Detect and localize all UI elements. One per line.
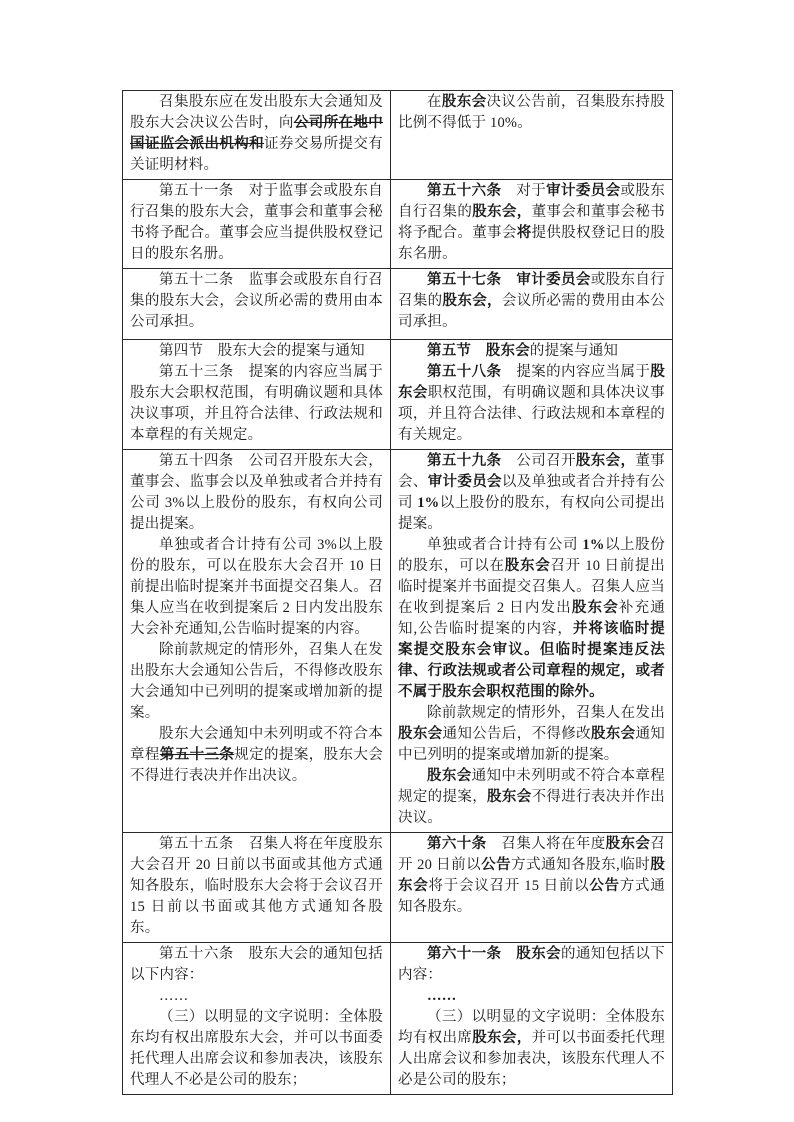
emphasis-text-segment: 股东会 [605, 836, 651, 852]
text-segment: 方式通知各股东。 [398, 878, 665, 915]
table-cell-right-3 [391, 340, 673, 450]
emphasis-text-segment: 股东会 [504, 558, 551, 574]
text-segment: 提案的内容应当属于 [501, 364, 651, 380]
table-cell-left-0 [123, 91, 391, 180]
comparison-table-body [123, 91, 673, 1095]
text-segment: 的提案与通知 [529, 343, 619, 359]
table-cell-left-3 [123, 340, 391, 450]
text-segment: 对于 [501, 183, 547, 199]
paragraph [130, 724, 383, 787]
text-segment: 决议公告前，召集股东持股比例不得低于 10%。 [398, 94, 665, 131]
emphasis-text-segment: 公告 [589, 878, 620, 894]
deleted-text-segment: 公司所在地中国证监会派出机构和 [130, 115, 383, 152]
text-segment: 通知公告后，不得修改 [442, 726, 591, 742]
table-row [123, 180, 673, 269]
text-segment: 召集股东应在发出股东大会通知及股东大会决议公告时，向 [130, 94, 383, 131]
paragraph [130, 92, 383, 176]
emphasis-text-segment: 1% [582, 537, 605, 553]
paragraph [130, 640, 383, 724]
paragraph [398, 362, 665, 446]
text-segment: 以上股份的股东，有权向公司提出提案。 [398, 495, 666, 532]
emphasis-text-segment: 第五十六条 [427, 183, 502, 199]
text-segment: 第五十六条 股东大会的通知包括以下内容： [130, 946, 383, 983]
text-segment: 召开 20 日前以 [398, 836, 665, 873]
emphasis-text-segment: …… [427, 988, 457, 1004]
emphasis-text-segment: 第五十九条 [427, 453, 502, 469]
emphasis-text-segment: 股东会， [442, 293, 502, 309]
paragraph [130, 535, 383, 640]
text-segment: 第五十四条 公司召开股东大会，董事会、监事会以及单独或者合并持有公司 3%以上股份的股东，有权向公司提出提案。 [130, 453, 383, 532]
paragraph [398, 766, 665, 829]
paragraph [398, 341, 665, 362]
text-segment: 召开 10 日前提出临时提案并书面提交召集人。召集人应当在收到提案后 2 日内发出 [398, 558, 665, 616]
text-segment: （三）以明显的文字说明：全体股东均有权出席股东大会，并可以书面委托代理人出席会议和参加表决，该股东代理人不必是公司的股东； [130, 1009, 383, 1088]
text-segment: 董事会和董事会秘书将予配合。董事会 [398, 204, 665, 241]
paragraph [398, 986, 665, 1007]
table-cell-left-1 [123, 180, 391, 269]
table-cell-right-2 [391, 269, 673, 340]
paragraph [398, 535, 665, 703]
text-segment: 并可以书面委托代理人出席会议和参加表决，该股东代理人不必是公司的股东； [398, 1030, 665, 1088]
text-segment: 召集人将在年度 [486, 836, 606, 852]
text-segment: 单独或者合计持有公司 [427, 537, 583, 553]
table-row [123, 91, 673, 180]
emphasis-text-segment: 股东会 [441, 94, 487, 110]
text-segment: 提供股权登记日的股东名册。 [398, 225, 665, 262]
text-segment: 除前款规定的情形外，召集人在发出 [427, 705, 665, 721]
paragraph [398, 92, 665, 134]
table-row [123, 833, 673, 943]
table-cell-right-5 [391, 833, 673, 943]
text-segment: 证券交易所提交有关证明材料。 [130, 136, 383, 173]
text-segment: 第五十二条 监事会或股东自行召集的股东大会，会议所必需的费用由本公司承担。 [130, 272, 383, 330]
paragraph [398, 181, 665, 265]
text-segment: 第五十一条 对于监事会或股东自行召集的股东大会，董事会和董事会秘书将予配合。董事会应当提供股权登记日的股东名册。 [130, 183, 383, 262]
text-segment: 或股东自行召集的 [398, 272, 665, 309]
text-segment: 将于会议召开 15 日前以 [428, 878, 590, 894]
paragraph [398, 703, 665, 766]
emphasis-text-segment: 1% [417, 495, 440, 511]
paragraph [398, 451, 665, 535]
emphasis-text-segment: 审计委员会 [427, 474, 502, 490]
table-cell-left-4 [123, 450, 391, 833]
text-segment: 以及单独或者合并持有公司 [398, 474, 665, 511]
text-segment: 职权范围，有明确议题和具体决议事项，并且符合法律、行政法规和本章程的有关规定。 [398, 385, 665, 443]
emphasis-text-segment: 股东会 [487, 789, 532, 805]
paragraph [130, 986, 383, 1007]
emphasis-text-segment: 并将该临时提案提交股东会审议。但临时提案违反法律、行政法规或者公司章程的规定，或者不属于股东会职权范围的除外。 [398, 621, 665, 700]
paragraph [130, 362, 383, 446]
paragraph [130, 1007, 383, 1091]
text-segment: 规定的提案，股东大会不得进行表决并作出决议。 [130, 747, 384, 784]
paragraph [398, 1007, 665, 1091]
text-segment: 补充通知,公告临时提案的内容， [398, 600, 665, 637]
paragraph [130, 270, 383, 333]
paragraph [130, 944, 383, 986]
table-cell-right-4 [391, 450, 673, 833]
text-segment: 会议所必需的费用由本公司承担。 [398, 293, 665, 330]
emphasis-text-segment: 股东会 [571, 600, 619, 616]
text-segment: 第五十三条 提案的内容应当属于股东大会职权范围，有明确议题和具体决议事项，并且符合法律、行政法规和本章程的有关规定。 [130, 364, 383, 443]
table-cell-right-1 [391, 180, 673, 269]
table-row [123, 269, 673, 340]
deleted-text-segment: 第五十三条 [159, 747, 235, 763]
emphasis-text-segment: 审计委员会 [546, 183, 621, 199]
emphasis-text-segment: 股东会 [398, 726, 443, 742]
paragraph [130, 834, 387, 939]
table-cell-left-6 [123, 943, 391, 1095]
paragraph [130, 451, 383, 535]
text-segment: 的通知包括以下内容： [398, 946, 665, 983]
emphasis-text-segment: 第六十条 [427, 836, 487, 852]
text-segment: 在 [427, 94, 442, 110]
text-segment: 第五十五条 召集人将在年度股东大会召开 20 日前以书面或其他方式通知各股东，临时股东大会将于会议召开 15 日前以书面或其他方式通知各股东。 [130, 836, 387, 936]
table-cell-left-5 [123, 833, 391, 943]
paragraph [130, 181, 383, 265]
paragraph [398, 834, 665, 918]
emphasis-text-segment: 股东会 [590, 726, 636, 742]
text-segment: 董事会、 [398, 453, 666, 490]
table-cell-left-2 [123, 269, 391, 340]
emphasis-text-segment: 股东会 [427, 768, 472, 784]
emphasis-text-segment: 第六十一条 股东会 [427, 946, 561, 962]
emphasis-text-segment: 第五十八条 [427, 364, 502, 380]
paragraph [130, 341, 383, 362]
text-segment: 不得进行表决并作出决议。 [398, 789, 665, 826]
table-cell-right-6 [391, 943, 673, 1095]
text-segment: 通知中已列明的提案或增加新的提案。 [398, 726, 666, 763]
text-segment: 公司召开 [501, 453, 576, 469]
emphasis-text-segment: 股东会 [398, 857, 666, 894]
text-segment: （三）以明显的文字说明：全体股东均有权出席 [398, 1009, 665, 1046]
emphasis-text-segment: 将 [516, 225, 532, 241]
comparison-table [122, 90, 673, 1095]
text-segment: …… [159, 988, 189, 1004]
paragraph [398, 944, 665, 986]
emphasis-text-segment: 第五十七条 审计委员会 [427, 272, 591, 288]
table-cell-right-0 [391, 91, 673, 180]
table-row [123, 943, 673, 1095]
text-segment: 或股东自行召集的 [398, 183, 666, 220]
text-segment: 方式通知各股东,临时 [511, 857, 651, 873]
table-row [123, 450, 673, 833]
emphasis-text-segment: 股东会， [575, 453, 636, 469]
emphasis-text-segment: 股东会， [472, 1030, 532, 1046]
emphasis-text-segment: 股东会， [472, 204, 532, 220]
text-segment: 第四节 股东大会的提案与通知 [159, 343, 365, 359]
text-segment: 除前款规定的情形外，召集人在发出股东大会通知公告后，不得修改股东大会通知中已列明的提案或增加新的提案。 [130, 642, 383, 721]
table-row [123, 340, 673, 450]
text-segment: 股东大会通知中未列明或不符合本章程 [130, 726, 383, 763]
text-segment: 通知中未列明或不符合本章程规定的提案， [398, 768, 665, 805]
text-segment: 以上股份的股东，可以在 [398, 537, 665, 574]
emphasis-text-segment: 股东会 [398, 364, 666, 401]
paragraph [398, 270, 665, 333]
emphasis-text-segment: 公告 [481, 857, 512, 873]
text-segment: 单独或者合计持有公司 3%以上股份的股东，可以在股东大会召开 10 日前提出临时提案并书面提交召集人。召集人应当在收到提案后 2 日内发出股东大会补充通知,公告临时提案的内容。 [130, 537, 383, 637]
emphasis-text-segment: 第五节 股东会 [427, 343, 530, 359]
